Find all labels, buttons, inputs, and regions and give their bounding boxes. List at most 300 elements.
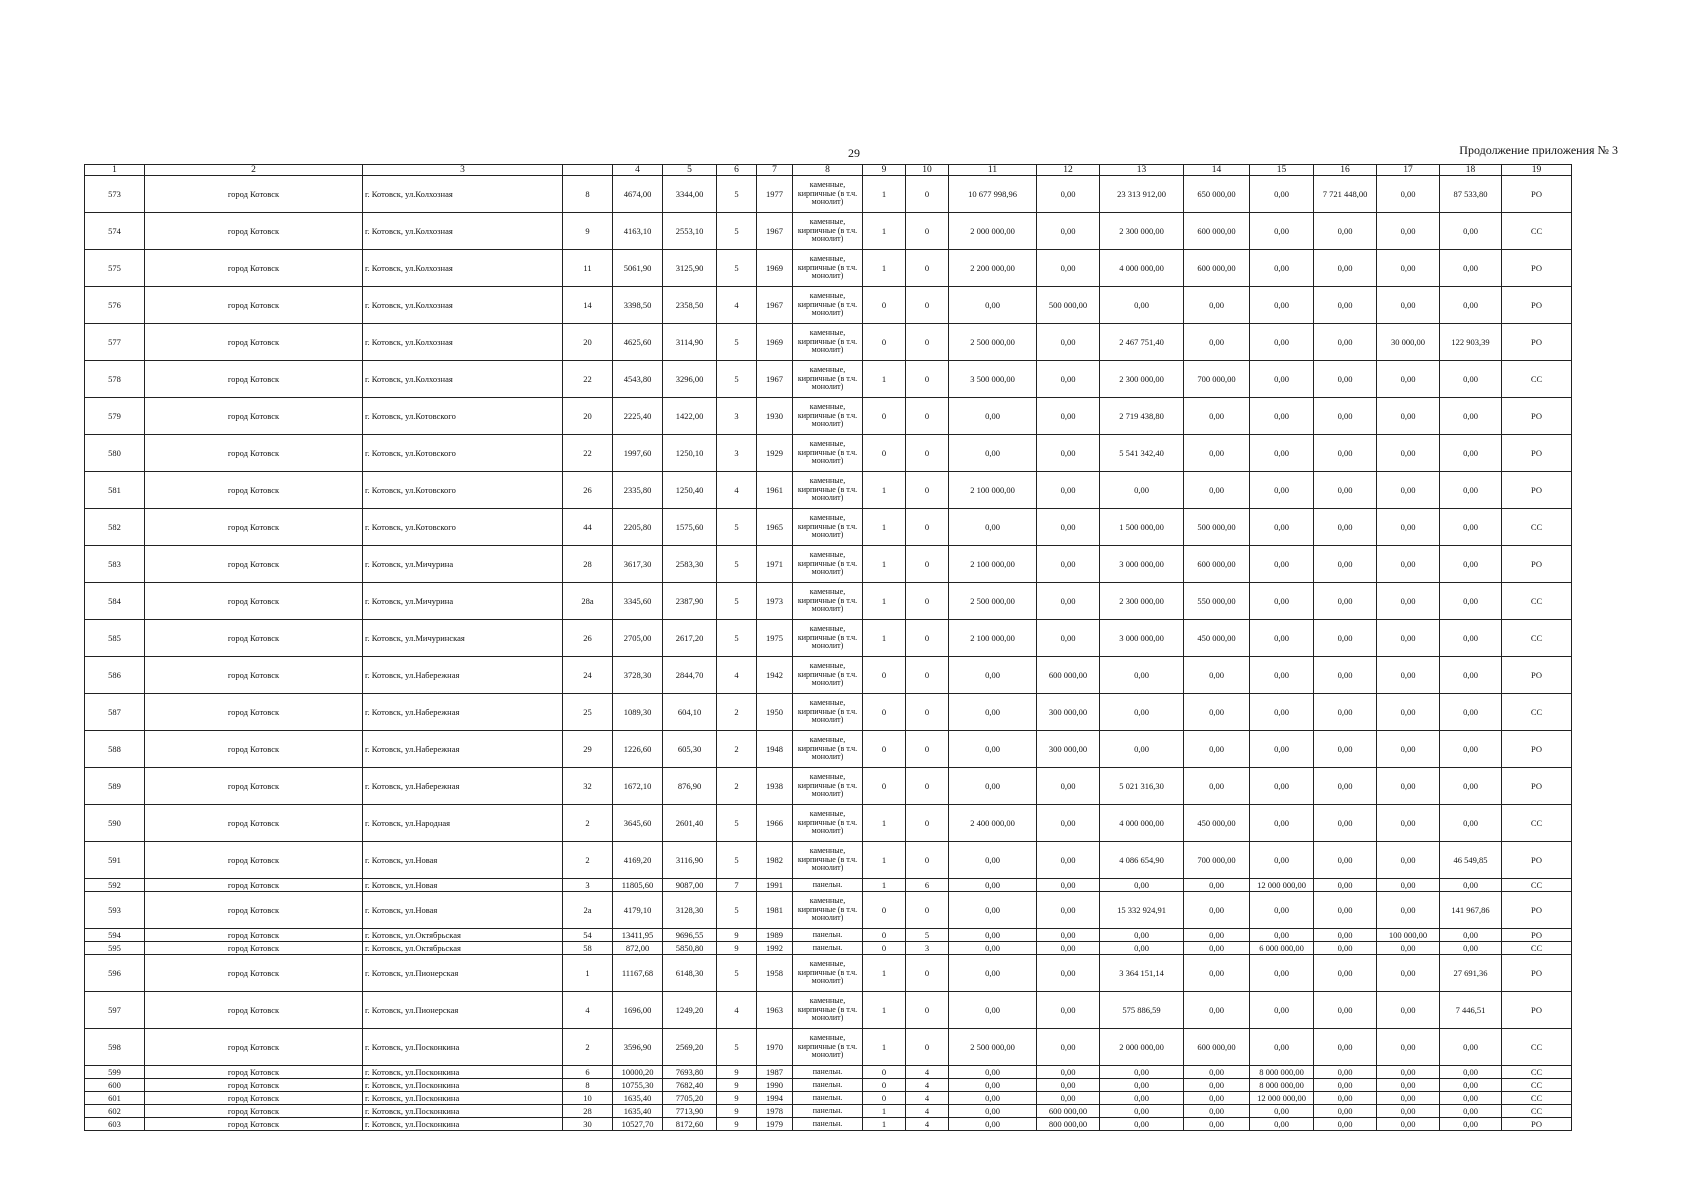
table-cell: город Котовск xyxy=(145,942,363,955)
table-cell: 1982 xyxy=(757,842,793,879)
table-cell: 3 xyxy=(563,879,613,892)
table-cell: СС xyxy=(1502,620,1572,657)
table-cell: 0,00 xyxy=(1250,583,1314,620)
table-cell: РО xyxy=(1502,250,1572,287)
table-cell: 1965 xyxy=(757,509,793,546)
table-cell: 9087,00 xyxy=(663,879,717,892)
table-cell: 0,00 xyxy=(1100,942,1184,955)
table-row xyxy=(85,879,1572,892)
table-cell: г. Котовск, ул.Набережная xyxy=(363,768,563,805)
table-cell: 0,00 xyxy=(1377,435,1440,472)
table-cell: г. Котовск, ул.Колхозная xyxy=(363,287,563,324)
table-cell: СС xyxy=(1502,1066,1572,1079)
table-cell: 0 xyxy=(863,731,906,768)
table-cell: 1635,40 xyxy=(613,1105,663,1118)
table-cell: 1950 xyxy=(757,694,793,731)
table-cell: 1 xyxy=(863,509,906,546)
table-cell: 0,00 xyxy=(1100,879,1184,892)
table-cell: 1 xyxy=(863,879,906,892)
table-cell: г. Котовск, ул.Новая xyxy=(363,892,563,929)
table-cell: панельн. xyxy=(793,1079,863,1092)
table-cell: 0 xyxy=(863,892,906,929)
table-cell: 598 xyxy=(85,1029,145,1066)
table-cell: 11 xyxy=(563,250,613,287)
table-cell: 3128,30 xyxy=(663,892,717,929)
table-cell: 588 xyxy=(85,731,145,768)
table-cell: 591 xyxy=(85,842,145,879)
table-cell: 5 541 342,40 xyxy=(1100,435,1184,472)
table-cell: 0,00 xyxy=(1100,287,1184,324)
table-row xyxy=(85,657,1572,694)
table-cell: 1930 xyxy=(757,398,793,435)
table-cell: каменные, кирпичные (в т.ч. монолит) xyxy=(793,213,863,250)
table-cell: СС xyxy=(1502,1105,1572,1118)
table-cell: 26 xyxy=(563,472,613,509)
table-cell: 0,00 xyxy=(1377,620,1440,657)
table-cell: РО xyxy=(1502,731,1572,768)
table-cell: 20 xyxy=(563,324,613,361)
table-cell: город Котовск xyxy=(145,842,363,879)
table-cell: 1 xyxy=(863,583,906,620)
table-cell: 1635,40 xyxy=(613,1092,663,1105)
table-cell: 6 xyxy=(906,879,949,892)
table-cell: 872,00 xyxy=(613,942,663,955)
table-cell: каменные, кирпичные (в т.ч. монолит) xyxy=(793,509,863,546)
table-cell: СС xyxy=(1502,942,1572,955)
table-cell: 100 000,00 xyxy=(1377,929,1440,942)
table-cell: 1422,00 xyxy=(663,398,717,435)
table-cell: 30 000,00 xyxy=(1377,324,1440,361)
table-cell: 1249,20 xyxy=(663,992,717,1029)
table-cell: 550 000,00 xyxy=(1184,583,1250,620)
table-row xyxy=(85,805,1572,842)
table-cell: 5 xyxy=(717,509,757,546)
table-cell: 0,00 xyxy=(1037,213,1100,250)
table-cell: 0,00 xyxy=(1440,250,1502,287)
table-cell: 0,00 xyxy=(1037,805,1100,842)
table-cell: 0 xyxy=(863,1066,906,1079)
column-number-header: 12 xyxy=(1037,165,1100,176)
table-row xyxy=(85,929,1572,942)
table-cell: 6 000 000,00 xyxy=(1250,942,1314,955)
table-cell: 0,00 xyxy=(1314,731,1377,768)
table-cell: 3 xyxy=(906,942,949,955)
table-cell: 0,00 xyxy=(1377,546,1440,583)
table-cell: 9 xyxy=(717,1105,757,1118)
table-cell: 0,00 xyxy=(1184,942,1250,955)
table-cell: 0 xyxy=(863,324,906,361)
table-cell: город Котовск xyxy=(145,213,363,250)
table-cell: 1994 xyxy=(757,1092,793,1105)
table-cell: 0 xyxy=(863,942,906,955)
table-cell: РО xyxy=(1502,768,1572,805)
column-number-row xyxy=(85,165,1572,176)
table-cell: 1975 xyxy=(757,620,793,657)
table-cell: 0 xyxy=(906,176,949,213)
table-cell: 5 xyxy=(717,213,757,250)
table-cell: 1970 xyxy=(757,1029,793,1066)
table-cell: 0,00 xyxy=(1377,213,1440,250)
table-cell: 29 xyxy=(563,731,613,768)
table-cell: 0 xyxy=(906,992,949,1029)
table-row xyxy=(85,398,1572,435)
table-cell: 0 xyxy=(863,1079,906,1092)
table-cell: 601 xyxy=(85,1092,145,1105)
table-cell: 3116,90 xyxy=(663,842,717,879)
table-cell: 0,00 xyxy=(949,929,1037,942)
table-cell: 592 xyxy=(85,879,145,892)
table-cell: 0,00 xyxy=(1314,1079,1377,1092)
table-cell: 3296,00 xyxy=(663,361,717,398)
table-cell: г. Котовск, ул.Народная xyxy=(363,805,563,842)
table-cell: 0,00 xyxy=(1314,213,1377,250)
table-cell: 0,00 xyxy=(1037,620,1100,657)
table-cell: 700 000,00 xyxy=(1184,361,1250,398)
table-cell: каменные, кирпичные (в т.ч. монолит) xyxy=(793,583,863,620)
table-cell: 450 000,00 xyxy=(1184,620,1250,657)
table-cell: 0 xyxy=(863,435,906,472)
table-cell: 22 xyxy=(563,435,613,472)
table-cell: 1997,60 xyxy=(613,435,663,472)
table-cell: 12 000 000,00 xyxy=(1250,1092,1314,1105)
table-cell: 605,30 xyxy=(663,731,717,768)
column-number-header: 6 xyxy=(717,165,757,176)
table-cell: 1979 xyxy=(757,1118,793,1131)
table-cell: 0,00 xyxy=(1377,805,1440,842)
table-cell: город Котовск xyxy=(145,731,363,768)
table-cell: 3 xyxy=(717,398,757,435)
table-cell: каменные, кирпичные (в т.ч. монолит) xyxy=(793,1029,863,1066)
table-cell: 4 000 000,00 xyxy=(1100,250,1184,287)
table-cell: 0,00 xyxy=(1184,1118,1250,1131)
table-cell: СС xyxy=(1502,1029,1572,1066)
table-cell: 0,00 xyxy=(1314,546,1377,583)
table-cell: 5 xyxy=(717,805,757,842)
table-cell: 0,00 xyxy=(949,1105,1037,1118)
table-cell: 13411,95 xyxy=(613,929,663,942)
table-cell: 0,00 xyxy=(1037,583,1100,620)
table-cell: 0 xyxy=(906,657,949,694)
table-cell: г. Котовск, ул.Посконкина xyxy=(363,1092,563,1105)
table-cell: 0,00 xyxy=(1314,992,1377,1029)
table-cell: 0,00 xyxy=(1314,361,1377,398)
table-cell: город Котовск xyxy=(145,1066,363,1079)
table-cell: город Котовск xyxy=(145,1118,363,1131)
table-cell: 576 xyxy=(85,287,145,324)
table-cell: 0,00 xyxy=(949,1066,1037,1079)
table-cell: 0,00 xyxy=(1037,546,1100,583)
table-cell: 2205,80 xyxy=(613,509,663,546)
table-cell: город Котовск xyxy=(145,1079,363,1092)
column-number-header: 4 xyxy=(613,165,663,176)
column-number-header xyxy=(563,165,613,176)
table-row xyxy=(85,361,1572,398)
table-cell: 28 xyxy=(563,1105,613,1118)
table-cell: 1969 xyxy=(757,324,793,361)
table-cell: РО xyxy=(1502,657,1572,694)
table-cell: 0,00 xyxy=(1377,287,1440,324)
table-cell: 44 xyxy=(563,509,613,546)
table-cell: г. Котовск, ул.Октябрьская xyxy=(363,929,563,942)
table-cell: 2617,20 xyxy=(663,620,717,657)
table-cell: 0,00 xyxy=(1377,879,1440,892)
table-cell: 8172,60 xyxy=(663,1118,717,1131)
table-cell: 0,00 xyxy=(1250,1105,1314,1118)
table-row xyxy=(85,768,1572,805)
table-cell: 1990 xyxy=(757,1079,793,1092)
table-cell: 3125,90 xyxy=(663,250,717,287)
table-cell: 0 xyxy=(906,546,949,583)
table-cell: 0,00 xyxy=(1314,250,1377,287)
table-cell: 2 xyxy=(717,731,757,768)
table-cell: 1 xyxy=(863,546,906,583)
table-cell: 1 xyxy=(863,842,906,879)
table-cell: 0,00 xyxy=(1314,892,1377,929)
table-cell: 0 xyxy=(906,768,949,805)
table-cell: 500 000,00 xyxy=(1184,509,1250,546)
table-cell: 0,00 xyxy=(1314,942,1377,955)
table-cell: 0,00 xyxy=(1440,879,1502,892)
table-cell: 0,00 xyxy=(1377,992,1440,1029)
table-cell: город Котовск xyxy=(145,287,363,324)
table-cell: панельн. xyxy=(793,879,863,892)
table-cell: 0,00 xyxy=(1037,768,1100,805)
table-cell: 0,00 xyxy=(1314,657,1377,694)
column-number-header: 3 xyxy=(363,165,563,176)
table-cell: РО xyxy=(1502,546,1572,583)
table-cell: город Котовск xyxy=(145,929,363,942)
table-cell: 2 100 000,00 xyxy=(949,546,1037,583)
table-cell: 4 xyxy=(717,287,757,324)
table-cell: 1696,00 xyxy=(613,992,663,1029)
table-cell: 25 xyxy=(563,694,613,731)
table-cell: 2 300 000,00 xyxy=(1100,361,1184,398)
column-number-header: 15 xyxy=(1250,165,1314,176)
table-cell: 0,00 xyxy=(1037,929,1100,942)
table-cell: 575 xyxy=(85,250,145,287)
table-cell: РО xyxy=(1502,287,1572,324)
table-cell: 600 000,00 xyxy=(1037,1105,1100,1118)
table-cell: каменные, кирпичные (в т.ч. монолит) xyxy=(793,435,863,472)
table-cell: 0,00 xyxy=(1314,398,1377,435)
table-cell: 0,00 xyxy=(1037,176,1100,213)
table-row xyxy=(85,1066,1572,1079)
table-cell: город Котовск xyxy=(145,620,363,657)
table-cell: г. Котовск, ул.Колхозная xyxy=(363,324,563,361)
table-cell: город Котовск xyxy=(145,805,363,842)
table-cell: СС xyxy=(1502,1079,1572,1092)
table-cell: 3 000 000,00 xyxy=(1100,546,1184,583)
column-number-header: 8 xyxy=(793,165,863,176)
table-cell: 3 000 000,00 xyxy=(1100,620,1184,657)
table-cell: 0,00 xyxy=(1314,805,1377,842)
table-cell: город Котовск xyxy=(145,657,363,694)
table-cell: 0,00 xyxy=(1314,509,1377,546)
table-cell: город Котовск xyxy=(145,892,363,929)
table-cell: 26 xyxy=(563,620,613,657)
table-cell: 600 000,00 xyxy=(1184,250,1250,287)
table-row xyxy=(85,955,1572,992)
table-cell: 3114,90 xyxy=(663,324,717,361)
table-cell: 0,00 xyxy=(949,955,1037,992)
table-cell: 0,00 xyxy=(1314,768,1377,805)
table-cell: 3645,60 xyxy=(613,805,663,842)
table-cell: 4 xyxy=(717,992,757,1029)
table-cell: 2 xyxy=(717,694,757,731)
table-cell: 7 446,51 xyxy=(1440,992,1502,1029)
table-row xyxy=(85,250,1572,287)
table-cell: 600 000,00 xyxy=(1037,657,1100,694)
table-cell: 28 xyxy=(563,546,613,583)
table-cell: 2 400 000,00 xyxy=(949,805,1037,842)
table-cell: 0,00 xyxy=(1037,509,1100,546)
table-cell: 0,00 xyxy=(1250,892,1314,929)
table-body xyxy=(85,176,1572,1131)
table-cell: 0,00 xyxy=(1250,176,1314,213)
table-cell: г. Котовск, ул.Пионерская xyxy=(363,992,563,1029)
table-cell: город Котовск xyxy=(145,509,363,546)
table-cell: 1966 xyxy=(757,805,793,842)
table-cell: 2 000 000,00 xyxy=(1100,1029,1184,1066)
table-cell: 500 000,00 xyxy=(1037,287,1100,324)
table-cell: 54 xyxy=(563,929,613,942)
column-number-header: 1 xyxy=(85,165,145,176)
table-cell: город Котовск xyxy=(145,1029,363,1066)
table-cell: 0,00 xyxy=(1377,509,1440,546)
appendix-note: Продолжение приложения № 3 xyxy=(1459,143,1618,157)
table-cell: каменные, кирпичные (в т.ч. монолит) xyxy=(793,250,863,287)
table-cell: 650 000,00 xyxy=(1184,176,1250,213)
table-cell: 4 xyxy=(717,472,757,509)
table-cell: 0,00 xyxy=(1377,1066,1440,1079)
table-cell: 0,00 xyxy=(1440,1029,1502,1066)
table-cell: 1991 xyxy=(757,879,793,892)
table-cell: 0,00 xyxy=(1184,657,1250,694)
table-row xyxy=(85,509,1572,546)
table-cell: 0,00 xyxy=(1250,509,1314,546)
table-cell: 0,00 xyxy=(1100,731,1184,768)
table-cell: 11805,60 xyxy=(613,879,663,892)
table-cell: 28а xyxy=(563,583,613,620)
table-cell: РО xyxy=(1502,955,1572,992)
table-cell: панельн. xyxy=(793,942,863,955)
table-cell: 0,00 xyxy=(1184,992,1250,1029)
table-cell: г. Котовск, ул.Набережная xyxy=(363,694,563,731)
table-cell: панельн. xyxy=(793,1092,863,1105)
table-row xyxy=(85,1092,1572,1105)
table-cell: 0,00 xyxy=(1440,929,1502,942)
column-number-header: 17 xyxy=(1377,165,1440,176)
table-cell: 0,00 xyxy=(1100,1092,1184,1105)
table-cell: каменные, кирпичные (в т.ч. монолит) xyxy=(793,398,863,435)
table-cell: 5 xyxy=(717,546,757,583)
table-cell: 3344,00 xyxy=(663,176,717,213)
table-cell: 1 xyxy=(863,1029,906,1066)
table-cell: 5 xyxy=(717,361,757,398)
column-number-header: 18 xyxy=(1440,165,1502,176)
table-cell: 2844,70 xyxy=(663,657,717,694)
table-cell: РО xyxy=(1502,842,1572,879)
table-cell: 1 xyxy=(863,1105,906,1118)
table-cell: 0,00 xyxy=(1440,620,1502,657)
table-cell: город Котовск xyxy=(145,472,363,509)
table-cell: 0 xyxy=(863,1092,906,1105)
table-cell: 9 xyxy=(563,213,613,250)
table-cell: 0,00 xyxy=(1250,546,1314,583)
table-cell: 0,00 xyxy=(1440,1066,1502,1079)
table-cell: 300 000,00 xyxy=(1037,731,1100,768)
table-cell: город Котовск xyxy=(145,1092,363,1105)
table-cell: 3 xyxy=(717,435,757,472)
table-cell: 5 xyxy=(717,842,757,879)
table-cell: 603 xyxy=(85,1118,145,1131)
table-cell: 0,00 xyxy=(1314,1029,1377,1066)
table-cell: 0 xyxy=(906,398,949,435)
table-cell: 3596,90 xyxy=(613,1029,663,1066)
table-cell: 0,00 xyxy=(1377,583,1440,620)
table-cell: г. Котовск, ул.Пионерская xyxy=(363,955,563,992)
table-cell: 2569,20 xyxy=(663,1029,717,1066)
table-cell: 0,00 xyxy=(949,694,1037,731)
table-cell: 5 xyxy=(717,955,757,992)
table-cell: 0,00 xyxy=(1440,657,1502,694)
table-cell: 5 021 316,30 xyxy=(1100,768,1184,805)
table-cell: СС xyxy=(1502,213,1572,250)
table-cell: 600 000,00 xyxy=(1184,213,1250,250)
table-cell: 1973 xyxy=(757,583,793,620)
table-cell: панельн. xyxy=(793,1118,863,1131)
table-cell: 0,00 xyxy=(1250,955,1314,992)
table-cell: 6148,30 xyxy=(663,955,717,992)
table-cell: 0,00 xyxy=(1250,992,1314,1029)
table-cell: 0,00 xyxy=(1440,1079,1502,1092)
table-cell: 0,00 xyxy=(1440,768,1502,805)
table-cell: 0,00 xyxy=(1037,892,1100,929)
table-cell: 0 xyxy=(906,287,949,324)
table-cell: 580 xyxy=(85,435,145,472)
table-cell: 1 xyxy=(863,805,906,842)
table-cell: 2583,30 xyxy=(663,546,717,583)
table-cell: 0,00 xyxy=(1100,929,1184,942)
table-cell: 0,00 xyxy=(1184,1092,1250,1105)
table-cell: 585 xyxy=(85,620,145,657)
table-cell: РО xyxy=(1502,892,1572,929)
table-cell: 582 xyxy=(85,509,145,546)
table-cell: 1 xyxy=(563,955,613,992)
table-cell: 0,00 xyxy=(1377,942,1440,955)
table-cell: 0,00 xyxy=(1037,955,1100,992)
table-cell: 9 xyxy=(717,1092,757,1105)
table-cell: 590 xyxy=(85,805,145,842)
table-cell: 587 xyxy=(85,694,145,731)
table-row xyxy=(85,1118,1572,1131)
table-cell: 7693,80 xyxy=(663,1066,717,1079)
table-row xyxy=(85,942,1572,955)
table-cell: 1929 xyxy=(757,435,793,472)
table-cell: 7705,20 xyxy=(663,1092,717,1105)
table-cell: 600 000,00 xyxy=(1184,1029,1250,1066)
table-cell: 0 xyxy=(906,583,949,620)
table-cell: 0,00 xyxy=(949,1118,1037,1131)
table-cell: 5 xyxy=(717,892,757,929)
table-cell: 0,00 xyxy=(1377,361,1440,398)
table-cell: 0,00 xyxy=(1377,398,1440,435)
table-cell: город Котовск xyxy=(145,324,363,361)
table-cell: 0,00 xyxy=(1377,1092,1440,1105)
table-cell: 0 xyxy=(906,892,949,929)
table-cell: г. Котовск, ул.Октябрьская xyxy=(363,942,563,955)
table-cell: 2 467 751,40 xyxy=(1100,324,1184,361)
